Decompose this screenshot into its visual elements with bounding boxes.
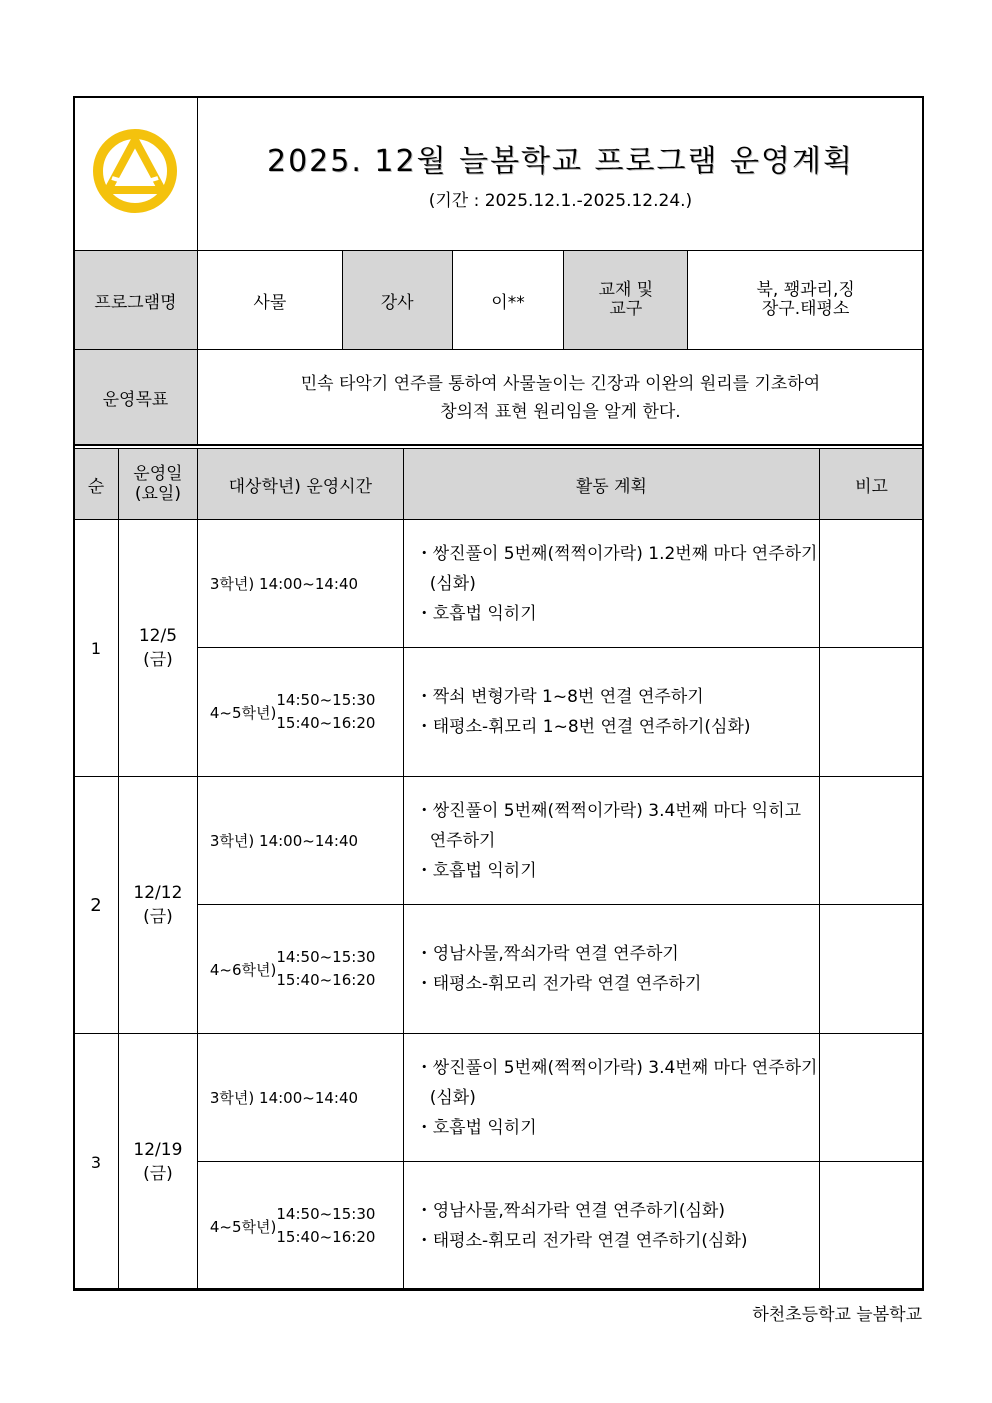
session-date-value: 12/19 (133, 1140, 183, 1160)
goal-label: 운영목표 (74, 350, 198, 446)
activity-item: ・짝쇠 변형가락 1~8번 연결 연주하기 (415, 687, 704, 707)
period-text: (기간 : 2025.12.1.-2025.12.24.) (428, 191, 693, 211)
activity-item: ・호흡법 익히기 (415, 603, 537, 624)
page-title: 2025. 12월 늘봄학교 프로그램 운영계획 (266, 144, 854, 179)
session-day-value: (금) (143, 907, 173, 927)
col-time: 대상학년) 운영시간 (197, 449, 403, 520)
col-activity: 활동 계획 (403, 449, 819, 520)
grade-label: 4~6학년) (209, 960, 277, 979)
activity-item: ・태평소-휘모리 전가락 연결 연주하기(심화) (415, 1231, 748, 1251)
activity-item: ・호흡법 익히기 (415, 1117, 537, 1138)
activity-item: ・쌍진풀이 5번째(쩍쩍이가락) 3.4번째 마다 익히고 연주하기 (415, 800, 802, 851)
col-date-line1: 운영일 (133, 464, 183, 484)
outer-frame (73, 96, 924, 1290)
activity-item: ・쌍진풀이 5번째(쩍쩍이가락) 3.4번째 마다 연주하기(심화) (415, 1057, 818, 1108)
time-cell: 3학년) 14:00~14:40 (197, 520, 403, 648)
materials-label-line1: 교재 및 (598, 280, 654, 300)
time-line: 14:50~15:30 (276, 948, 376, 966)
col-no: 순 (74, 449, 119, 520)
goal-text-line2: 창의적 표현 원리임을 알게 한다. (440, 401, 681, 422)
col-note: 비고 (820, 449, 924, 520)
activity-item: ・태평소-휘모리 1~8번 연결 연주하기(심화) (415, 717, 751, 737)
activity-item: ・영남사물,짝쇠가락 연결 연주하기(심화) (415, 1201, 725, 1221)
activity-item: ・호흡법 익히기 (415, 860, 537, 881)
goal-text-line1: 민속 타악기 연주를 통하여 사물놀이는 긴장과 이완의 원리를 기초하여 (300, 373, 821, 394)
session-day-value: (금) (143, 1164, 173, 1184)
footer-school-name: 하천초등학교 늘봄학교 (752, 1305, 922, 1325)
materials-value-line2: 장구.태평소 (761, 299, 850, 319)
session-number: 3 (74, 1034, 119, 1291)
activity-item: ・영남사물,짝쇠가락 연결 연주하기 (415, 944, 679, 964)
session-date-value: 12/5 (138, 626, 178, 646)
col-date-line2: (요일) (134, 484, 181, 504)
program-name-value: 사물 (197, 251, 342, 350)
teacher-value: 이** (452, 251, 564, 350)
activity-item: ・태평소-휘모리 전가락 연결 연주하기 (415, 974, 702, 994)
time-line: 15:40~16:20 (276, 1228, 376, 1246)
time-line: 15:40~16:20 (276, 714, 376, 732)
grade-label: 4~5학년) (209, 703, 277, 722)
time-line: 14:50~15:30 (276, 691, 376, 709)
teacher-label: 강사 (342, 251, 452, 350)
session-date-value: 12/12 (133, 883, 183, 903)
time-line: 15:40~16:20 (276, 971, 376, 989)
time-line: 14:50~15:30 (276, 1205, 376, 1223)
session-day-value: (금) (143, 650, 173, 670)
session-number: 1 (74, 520, 119, 777)
materials-value-line1: 북, 꽹과리,징 (756, 280, 855, 300)
time-cell: 3학년) 14:00~14:40 (197, 777, 403, 905)
materials-label-line2: 교구 (609, 299, 643, 319)
grade-label: 4~5학년) (209, 1217, 277, 1236)
activity-item: ・쌍진풀이 5번째(쩍쩍이가락) 1.2번째 마다 연주하기(심화) (415, 543, 818, 594)
session-number: 2 (74, 777, 119, 1034)
program-name-label: 프로그램명 (74, 251, 198, 350)
time-cell: 3학년) 14:00~14:40 (197, 1034, 403, 1162)
